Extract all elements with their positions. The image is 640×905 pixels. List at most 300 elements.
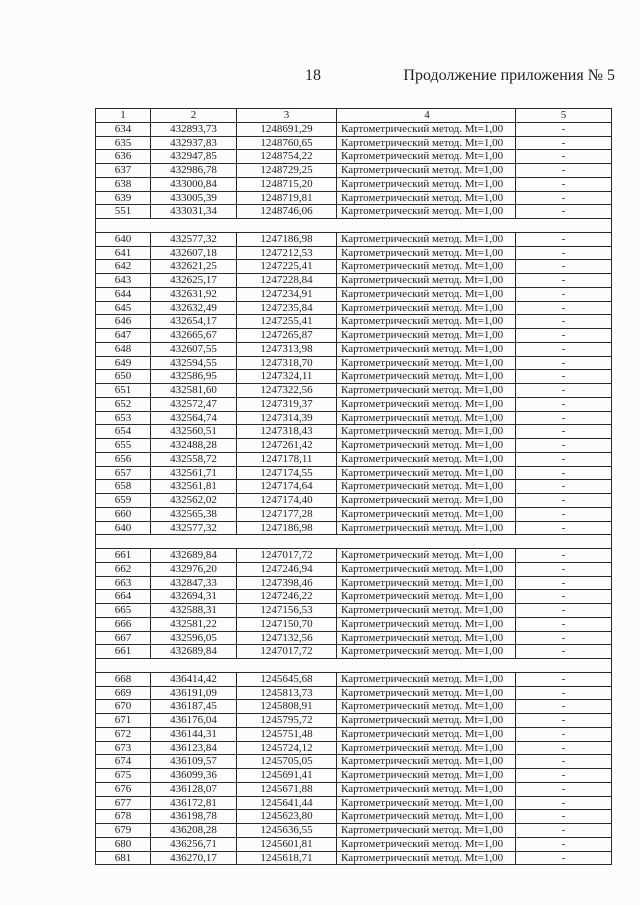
point-number-cell: 673 xyxy=(96,742,151,755)
x-coordinate-cell: 432654,17 xyxy=(151,315,237,328)
table-row xyxy=(96,178,612,192)
x-coordinate-cell: 432562,02 xyxy=(151,494,237,507)
point-number-cell: 681 xyxy=(96,852,151,865)
table-row xyxy=(96,315,612,329)
point-number-cell: 645 xyxy=(96,302,151,315)
y-coordinate-cell: 1247174,64 xyxy=(237,480,337,493)
accuracy-cell: - xyxy=(516,178,612,191)
point-number-cell: 551 xyxy=(96,205,151,218)
table-row xyxy=(96,769,612,783)
x-coordinate-cell: 432976,20 xyxy=(151,563,237,576)
appendix-continuation-title: Продолжение приложения № 5 xyxy=(403,67,615,84)
point-number-cell: 648 xyxy=(96,343,151,356)
y-coordinate-cell: 1247178,11 xyxy=(237,453,337,466)
separator-cell xyxy=(96,535,612,548)
point-number-cell: 664 xyxy=(96,590,151,603)
method-cell: Картометрический метод. Mt=1,00 xyxy=(337,274,516,287)
table-row xyxy=(96,755,612,769)
y-coordinate-cell: 1247319,37 xyxy=(237,398,337,411)
x-coordinate-cell: 432631,92 xyxy=(151,288,237,301)
method-cell: Картометрический метод. Mt=1,00 xyxy=(337,150,516,163)
accuracy-cell: - xyxy=(516,329,612,342)
y-coordinate-cell: 1245623,80 xyxy=(237,810,337,823)
x-coordinate-cell: 432561,71 xyxy=(151,467,237,480)
accuracy-cell: - xyxy=(516,577,612,590)
method-cell: Картометрический метод. Mt=1,00 xyxy=(337,453,516,466)
accuracy-cell: - xyxy=(516,274,612,287)
method-cell: Картометрический метод. Mt=1,00 xyxy=(337,288,516,301)
y-coordinate-cell: 1245724,12 xyxy=(237,742,337,755)
y-coordinate-cell: 1247132,56 xyxy=(237,632,337,645)
x-coordinate-cell: 436099,36 xyxy=(151,769,237,782)
table-row xyxy=(96,673,612,687)
method-cell: Картометрический метод. Mt=1,00 xyxy=(337,769,516,782)
table-row xyxy=(96,838,612,852)
method-cell: Картометрический метод. Mt=1,00 xyxy=(337,370,516,383)
y-coordinate-cell: 1245641,44 xyxy=(237,797,337,810)
accuracy-cell: - xyxy=(516,673,612,686)
x-coordinate-cell: 436256,71 xyxy=(151,838,237,851)
y-coordinate-cell: 1247234,91 xyxy=(237,288,337,301)
y-coordinate-cell: 1248760,65 xyxy=(237,137,337,150)
x-coordinate-cell: 432986,78 xyxy=(151,164,237,177)
table-row xyxy=(96,384,612,398)
method-cell: Картометрический метод. Mt=1,00 xyxy=(337,178,516,191)
table-row xyxy=(96,604,612,618)
x-coordinate-cell: 436128,07 xyxy=(151,783,237,796)
page-number: 18 xyxy=(305,67,321,84)
point-number-cell: 670 xyxy=(96,700,151,713)
x-coordinate-cell: 432577,32 xyxy=(151,233,237,246)
point-number-cell: 649 xyxy=(96,357,151,370)
point-number-cell: 655 xyxy=(96,439,151,452)
point-number-cell: 668 xyxy=(96,673,151,686)
table-row xyxy=(96,247,612,261)
table-row xyxy=(96,302,612,316)
point-number-cell: 667 xyxy=(96,632,151,645)
point-number-cell: 662 xyxy=(96,563,151,576)
x-coordinate-cell: 436198,78 xyxy=(151,810,237,823)
point-number-cell: 680 xyxy=(96,838,151,851)
x-coordinate-cell: 436191,09 xyxy=(151,687,237,700)
point-number-cell: 656 xyxy=(96,453,151,466)
table-row xyxy=(96,150,612,164)
accuracy-cell: - xyxy=(516,205,612,218)
y-coordinate-cell: 1247324,11 xyxy=(237,370,337,383)
y-coordinate-cell: 1245618,71 xyxy=(237,852,337,865)
y-coordinate-cell: 1248746,06 xyxy=(237,205,337,218)
x-coordinate-cell: 436172,81 xyxy=(151,797,237,810)
y-coordinate-cell: 1247313,98 xyxy=(237,343,337,356)
accuracy-cell: - xyxy=(516,370,612,383)
point-number-cell: 671 xyxy=(96,714,151,727)
table-row xyxy=(96,288,612,302)
table-row xyxy=(96,260,612,274)
accuracy-cell: - xyxy=(516,783,612,796)
y-coordinate-cell: 1247235,84 xyxy=(237,302,337,315)
table-row xyxy=(96,810,612,824)
y-coordinate-cell: 1245645,68 xyxy=(237,673,337,686)
table-row xyxy=(96,343,612,357)
method-cell: Картометрический метод. Mt=1,00 xyxy=(337,398,516,411)
method-cell: Картометрический метод. Mt=1,00 xyxy=(337,137,516,150)
method-cell: Картометрический метод. Mt=1,00 xyxy=(337,700,516,713)
x-coordinate-cell: 432572,47 xyxy=(151,398,237,411)
method-cell: Картометрический метод. Mt=1,00 xyxy=(337,522,516,535)
table-row xyxy=(96,137,612,151)
table-row xyxy=(96,357,612,371)
method-cell: Картометрический метод. Mt=1,00 xyxy=(337,618,516,631)
y-coordinate-cell: 1245751,48 xyxy=(237,728,337,741)
accuracy-cell: - xyxy=(516,357,612,370)
point-number-cell: 677 xyxy=(96,797,151,810)
point-number-cell: 651 xyxy=(96,384,151,397)
method-cell: Картометрический метод. Mt=1,00 xyxy=(337,205,516,218)
accuracy-cell: - xyxy=(516,260,612,273)
accuracy-cell: - xyxy=(516,714,612,727)
method-cell: Картометрический метод. Mt=1,00 xyxy=(337,467,516,480)
y-coordinate-cell: 1247156,53 xyxy=(237,604,337,617)
table-row xyxy=(96,192,612,206)
method-cell: Картометрический метод. Mt=1,00 xyxy=(337,714,516,727)
x-coordinate-cell: 432561,81 xyxy=(151,480,237,493)
x-coordinate-cell: 436270,17 xyxy=(151,852,237,865)
table-row xyxy=(96,783,612,797)
x-coordinate-cell: 436123,84 xyxy=(151,742,237,755)
x-coordinate-cell: 432694,31 xyxy=(151,590,237,603)
point-number-cell: 669 xyxy=(96,687,151,700)
table-row xyxy=(96,494,612,508)
table-row xyxy=(96,508,612,522)
table-row xyxy=(96,742,612,756)
table-row xyxy=(96,714,612,728)
table-row xyxy=(96,522,612,536)
accuracy-cell: - xyxy=(516,618,612,631)
method-cell: Картометрический метод. Mt=1,00 xyxy=(337,247,516,260)
method-cell: Картометрический метод. Mt=1,00 xyxy=(337,439,516,452)
point-number-cell: 642 xyxy=(96,260,151,273)
accuracy-cell: - xyxy=(516,453,612,466)
x-coordinate-cell: 432947,85 xyxy=(151,150,237,163)
accuracy-cell: - xyxy=(516,467,612,480)
point-number-cell: 637 xyxy=(96,164,151,177)
column-header-1: 1 xyxy=(96,109,151,122)
y-coordinate-cell: 1247212,53 xyxy=(237,247,337,260)
y-coordinate-cell: 1248691,29 xyxy=(237,123,337,136)
accuracy-cell: - xyxy=(516,480,612,493)
x-coordinate-cell: 432560,51 xyxy=(151,425,237,438)
table-row xyxy=(96,467,612,481)
method-cell: Картометрический метод. Mt=1,00 xyxy=(337,384,516,397)
coordinates-table xyxy=(95,108,612,865)
point-number-cell: 665 xyxy=(96,604,151,617)
accuracy-cell: - xyxy=(516,797,612,810)
table-row xyxy=(96,577,612,591)
accuracy-cell: - xyxy=(516,288,612,301)
table-row xyxy=(96,412,612,426)
accuracy-cell: - xyxy=(516,247,612,260)
accuracy-cell: - xyxy=(516,508,612,521)
x-coordinate-cell: 432581,60 xyxy=(151,384,237,397)
accuracy-cell: - xyxy=(516,302,612,315)
method-cell: Картометрический метод. Mt=1,00 xyxy=(337,412,516,425)
table-row xyxy=(96,205,612,219)
method-cell: Картометрический метод. Mt=1,00 xyxy=(337,233,516,246)
x-coordinate-cell: 432893,73 xyxy=(151,123,237,136)
method-cell: Картометрический метод. Mt=1,00 xyxy=(337,494,516,507)
accuracy-cell: - xyxy=(516,824,612,837)
x-coordinate-cell: 432596,05 xyxy=(151,632,237,645)
x-coordinate-cell: 433031,34 xyxy=(151,205,237,218)
y-coordinate-cell: 1245636,55 xyxy=(237,824,337,837)
table-row xyxy=(96,398,612,412)
accuracy-cell: - xyxy=(516,137,612,150)
point-number-cell: 659 xyxy=(96,494,151,507)
x-coordinate-cell: 432607,55 xyxy=(151,343,237,356)
accuracy-cell: - xyxy=(516,769,612,782)
column-header-2: 2 xyxy=(151,109,237,122)
table-row xyxy=(96,480,612,494)
table-row xyxy=(96,824,612,838)
accuracy-cell: - xyxy=(516,192,612,205)
table-row xyxy=(96,728,612,742)
x-coordinate-cell: 432621,25 xyxy=(151,260,237,273)
accuracy-cell: - xyxy=(516,838,612,851)
table-row xyxy=(96,852,612,866)
method-cell: Картометрический метод. Mt=1,00 xyxy=(337,838,516,851)
point-number-cell: 679 xyxy=(96,824,151,837)
accuracy-cell: - xyxy=(516,150,612,163)
point-number-cell: 643 xyxy=(96,274,151,287)
y-coordinate-cell: 1247318,43 xyxy=(237,425,337,438)
table-row xyxy=(96,123,612,137)
x-coordinate-cell: 436414,42 xyxy=(151,673,237,686)
method-cell: Картометрический метод. Mt=1,00 xyxy=(337,810,516,823)
method-cell: Картометрический метод. Mt=1,00 xyxy=(337,852,516,865)
table-row xyxy=(96,164,612,178)
method-cell: Картометрический метод. Mt=1,00 xyxy=(337,604,516,617)
point-number-cell: 647 xyxy=(96,329,151,342)
method-cell: Картометрический метод. Mt=1,00 xyxy=(337,164,516,177)
method-cell: Картометрический метод. Mt=1,00 xyxy=(337,343,516,356)
x-coordinate-cell: 432594,55 xyxy=(151,357,237,370)
accuracy-cell: - xyxy=(516,398,612,411)
table-header-row xyxy=(96,109,612,123)
y-coordinate-cell: 1247246,22 xyxy=(237,590,337,603)
x-coordinate-cell: 432665,67 xyxy=(151,329,237,342)
y-coordinate-cell: 1245705,05 xyxy=(237,755,337,768)
x-coordinate-cell: 436144,31 xyxy=(151,728,237,741)
x-coordinate-cell: 432689,84 xyxy=(151,549,237,562)
accuracy-cell: - xyxy=(516,604,612,617)
point-number-cell: 658 xyxy=(96,480,151,493)
point-number-cell: 675 xyxy=(96,769,151,782)
accuracy-cell: - xyxy=(516,687,612,700)
table-row xyxy=(96,370,612,384)
group-separator-row xyxy=(96,219,612,233)
method-cell: Картометрический метод. Mt=1,00 xyxy=(337,728,516,741)
method-cell: Картометрический метод. Mt=1,00 xyxy=(337,508,516,521)
table-row xyxy=(96,549,612,563)
column-header-4: 4 xyxy=(337,109,516,122)
table-row xyxy=(96,453,612,467)
y-coordinate-cell: 1247186,98 xyxy=(237,233,337,246)
point-number-cell: 678 xyxy=(96,810,151,823)
point-number-cell: 650 xyxy=(96,370,151,383)
method-cell: Картометрический метод. Mt=1,00 xyxy=(337,329,516,342)
x-coordinate-cell: 436176,04 xyxy=(151,714,237,727)
x-coordinate-cell: 432689,84 xyxy=(151,645,237,658)
table-row xyxy=(96,233,612,247)
table-row xyxy=(96,700,612,714)
accuracy-cell: - xyxy=(516,645,612,658)
group-separator-row xyxy=(96,535,612,549)
x-coordinate-cell: 433000,84 xyxy=(151,178,237,191)
y-coordinate-cell: 1247398,46 xyxy=(237,577,337,590)
x-coordinate-cell: 436109,57 xyxy=(151,755,237,768)
y-coordinate-cell: 1245808,91 xyxy=(237,700,337,713)
method-cell: Картометрический метод. Mt=1,00 xyxy=(337,755,516,768)
x-coordinate-cell: 436208,28 xyxy=(151,824,237,837)
point-number-cell: 666 xyxy=(96,618,151,631)
y-coordinate-cell: 1247186,98 xyxy=(237,522,337,535)
point-number-cell: 639 xyxy=(96,192,151,205)
point-number-cell: 641 xyxy=(96,247,151,260)
accuracy-cell: - xyxy=(516,384,612,397)
method-cell: Картометрический метод. Mt=1,00 xyxy=(337,123,516,136)
y-coordinate-cell: 1245795,72 xyxy=(237,714,337,727)
point-number-cell: 640 xyxy=(96,522,151,535)
x-coordinate-cell: 432581,22 xyxy=(151,618,237,631)
point-number-cell: 657 xyxy=(96,467,151,480)
method-cell: Картометрический метод. Mt=1,00 xyxy=(337,357,516,370)
point-number-cell: 660 xyxy=(96,508,151,521)
table-row xyxy=(96,274,612,288)
accuracy-cell: - xyxy=(516,123,612,136)
method-cell: Картометрический метод. Mt=1,00 xyxy=(337,577,516,590)
table-body xyxy=(96,123,612,866)
y-coordinate-cell: 1247225,41 xyxy=(237,260,337,273)
column-header-5: 5 xyxy=(516,109,612,122)
y-coordinate-cell: 1245601,81 xyxy=(237,838,337,851)
accuracy-cell: - xyxy=(516,632,612,645)
y-coordinate-cell: 1247265,87 xyxy=(237,329,337,342)
table-row xyxy=(96,425,612,439)
x-coordinate-cell: 432577,32 xyxy=(151,522,237,535)
y-coordinate-cell: 1247322,56 xyxy=(237,384,337,397)
table-row xyxy=(96,439,612,453)
accuracy-cell: - xyxy=(516,700,612,713)
method-cell: Картометрический метод. Mt=1,00 xyxy=(337,302,516,315)
method-cell: Картометрический метод. Mt=1,00 xyxy=(337,549,516,562)
table-row xyxy=(96,632,612,646)
y-coordinate-cell: 1247246,94 xyxy=(237,563,337,576)
x-coordinate-cell: 432607,18 xyxy=(151,247,237,260)
x-coordinate-cell: 432937,83 xyxy=(151,137,237,150)
y-coordinate-cell: 1247261,42 xyxy=(237,439,337,452)
accuracy-cell: - xyxy=(516,563,612,576)
point-number-cell: 644 xyxy=(96,288,151,301)
method-cell: Картометрический метод. Mt=1,00 xyxy=(337,645,516,658)
method-cell: Картометрический метод. Mt=1,00 xyxy=(337,797,516,810)
accuracy-cell: - xyxy=(516,549,612,562)
method-cell: Картометрический метод. Mt=1,00 xyxy=(337,425,516,438)
point-number-cell: 640 xyxy=(96,233,151,246)
accuracy-cell: - xyxy=(516,412,612,425)
x-coordinate-cell: 432488,28 xyxy=(151,439,237,452)
method-cell: Картометрический метод. Mt=1,00 xyxy=(337,783,516,796)
x-coordinate-cell: 432588,31 xyxy=(151,604,237,617)
point-number-cell: 661 xyxy=(96,645,151,658)
method-cell: Картометрический метод. Mt=1,00 xyxy=(337,673,516,686)
y-coordinate-cell: 1245671,88 xyxy=(237,783,337,796)
method-cell: Картометрический метод. Mt=1,00 xyxy=(337,260,516,273)
y-coordinate-cell: 1248754,22 xyxy=(237,150,337,163)
x-coordinate-cell: 433005,39 xyxy=(151,192,237,205)
method-cell: Картометрический метод. Mt=1,00 xyxy=(337,563,516,576)
point-number-cell: 635 xyxy=(96,137,151,150)
y-coordinate-cell: 1247318,70 xyxy=(237,357,337,370)
point-number-cell: 646 xyxy=(96,315,151,328)
method-cell: Картометрический метод. Mt=1,00 xyxy=(337,480,516,493)
point-number-cell: 636 xyxy=(96,150,151,163)
accuracy-cell: - xyxy=(516,164,612,177)
table-row xyxy=(96,329,612,343)
x-coordinate-cell: 436187,45 xyxy=(151,700,237,713)
method-cell: Картометрический метод. Mt=1,00 xyxy=(337,742,516,755)
method-cell: Картометрический метод. Mt=1,00 xyxy=(337,632,516,645)
method-cell: Картометрический метод. Mt=1,00 xyxy=(337,315,516,328)
accuracy-cell: - xyxy=(516,728,612,741)
accuracy-cell: - xyxy=(516,439,612,452)
accuracy-cell: - xyxy=(516,425,612,438)
y-coordinate-cell: 1247017,72 xyxy=(237,549,337,562)
y-coordinate-cell: 1247150,70 xyxy=(237,618,337,631)
method-cell: Картометрический метод. Mt=1,00 xyxy=(337,687,516,700)
x-coordinate-cell: 432586,95 xyxy=(151,370,237,383)
point-number-cell: 672 xyxy=(96,728,151,741)
y-coordinate-cell: 1247017,72 xyxy=(237,645,337,658)
point-number-cell: 654 xyxy=(96,425,151,438)
point-number-cell: 676 xyxy=(96,783,151,796)
table-row xyxy=(96,618,612,632)
x-coordinate-cell: 432625,17 xyxy=(151,274,237,287)
accuracy-cell: - xyxy=(516,742,612,755)
accuracy-cell: - xyxy=(516,494,612,507)
x-coordinate-cell: 432564,74 xyxy=(151,412,237,425)
y-coordinate-cell: 1247177,28 xyxy=(237,508,337,521)
table-row xyxy=(96,687,612,701)
table-row xyxy=(96,645,612,659)
accuracy-cell: - xyxy=(516,522,612,535)
point-number-cell: 661 xyxy=(96,549,151,562)
y-coordinate-cell: 1247174,55 xyxy=(237,467,337,480)
accuracy-cell: - xyxy=(516,590,612,603)
point-number-cell: 634 xyxy=(96,123,151,136)
table-row xyxy=(96,797,612,811)
method-cell: Картометрический метод. Mt=1,00 xyxy=(337,824,516,837)
y-coordinate-cell: 1247255,41 xyxy=(237,315,337,328)
separator-cell xyxy=(96,219,612,232)
y-coordinate-cell: 1248719,81 xyxy=(237,192,337,205)
point-number-cell: 663 xyxy=(96,577,151,590)
y-coordinate-cell: 1247228,84 xyxy=(237,274,337,287)
accuracy-cell: - xyxy=(516,343,612,356)
accuracy-cell: - xyxy=(516,315,612,328)
column-header-3: 3 xyxy=(237,109,337,122)
accuracy-cell: - xyxy=(516,810,612,823)
x-coordinate-cell: 432847,33 xyxy=(151,577,237,590)
